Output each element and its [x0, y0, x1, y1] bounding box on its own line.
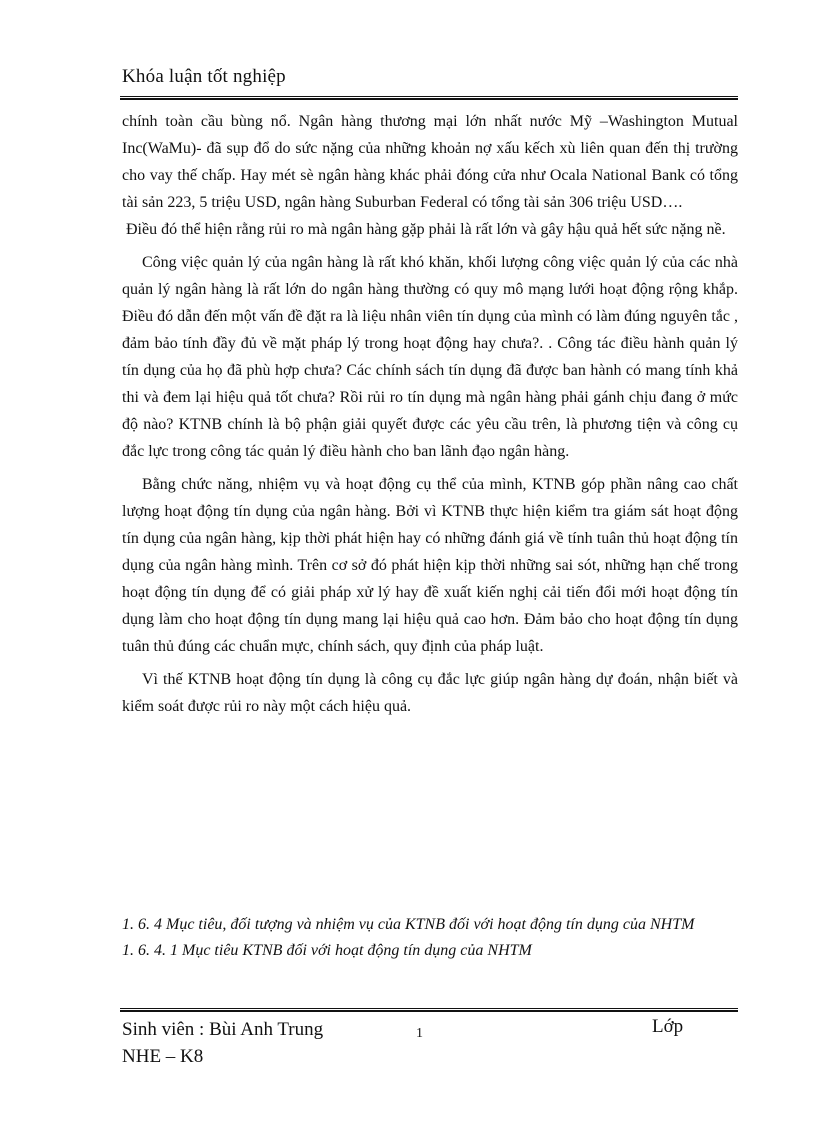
page-number: 1	[416, 1026, 423, 1041]
paragraph-1: chính toàn cầu bùng nổ. Ngân hàng thương mại lớn nhất nước Mỹ –Washington Mutual Inc(WaMu)- đã sụp đổ do sức nặng của những khoản nợ xấu kếch xù liên quan đến thị trường cho vay thế chấp. Hay mét sè ngân hàng khác phải đóng cửa như Ocala National Bank có tổng tài sản 223, 5 triệu USD, ngân hàng Suburban Federal có tổng tài sản 306 triệu USD….	[122, 113, 738, 211]
paragraph-5: Vì thế KTNB hoạt động tín dụng là công cụ đắc lực giúp ngân hàng dự đoán, nhận biết và kiểm soát được rủi ro này một cách hiệu quả.	[122, 671, 738, 715]
footer-student-name: Sinh viên : Bùi Anh Trung	[122, 1019, 324, 1040]
section-heading-1-6-4: 1. 6. 4 Mục tiêu, đối tượng và nhiệm vụ của KTNB đối với hoạt động tín dụng của NHTM	[122, 916, 695, 933]
paragraph-4: Bằng chức năng, nhiệm vụ và hoạt động cụ thể của mình, KTNB góp phần nâng cao chất lượng hoạt động tín dụng của ngân hàng. Bởi vì KTNB thực hiện kiểm tra giám sát hoạt động tín dụng của ngân hàng, kịp thời phát hiện hay có những đánh giá về tính tuân thủ hoạt động tín dụng của ngân hàng mình. Trên cơ sở đó phát hiện kịp thời những sai sót, những hạn chế trong hoạt động tín dụng để có giải pháp xử lý hay đề xuất kiến nghị cải tiến đổi mới hoạt động tín dụng làm cho hoạt động tín dụng mang lại hiệu quả cao hơn. Đảm bảo cho hoạt động tín dụng tuân thủ đúng các chuẩn mực, chính sách, quy định của pháp luật.	[122, 476, 738, 655]
paragraph-2: Điều đó thể hiện rằng rủi ro mà ngân hàng gặp phải là rất lớn và gây hậu quả hết sức nặng nề.	[126, 221, 726, 238]
body-text	[122, 108, 738, 720]
footer-class-code: NHE – K8	[122, 1046, 204, 1067]
paragraph-3: Công việc quản lý của ngân hàng là rất khó khăn, khối lượng công việc quản lý của các nhà quản lý ngân hàng là rất lớn do ngân hàng thường có quy mô mạng lưới hoạt động rộng khắp. Điều đó dẫn đến một vấn đề đặt ra là liệu nhân viên tín dụng của mình có làm đúng nguyên tắc , đảm bảo tính đầy đủ về mặt pháp lý trong hoạt động hay chưa?. . Công tác điều hành quản lý tín dụng của họ đã phù hợp chưa? Các chính sách tín dụng đã được ban hành có mang tính khả thi và đem lại hiệu quả tốt chưa? Rồi rủi ro tín dụng mà ngân hàng phải gánh chịu đang ở mức độ nào? KTNB chính là bộ phận giải quyết được các yêu cầu trên, là phương tiện và công cụ đắc lực trong công tác quản lý điều hành cho ban lãnh đạo ngân hàng.	[122, 254, 738, 460]
header-title: Khóa luận tốt nghiệp	[122, 66, 286, 87]
header-divider	[120, 96, 738, 100]
footer-student	[122, 1016, 323, 1070]
footer-class-label: Lớp	[652, 1016, 684, 1037]
footer-divider	[120, 1008, 738, 1012]
section-headings	[122, 912, 738, 964]
section-heading-1-6-4-1: 1. 6. 4. 1 Mục tiêu KTNB đối với hoạt động tín dụng của NHTM	[122, 942, 532, 959]
